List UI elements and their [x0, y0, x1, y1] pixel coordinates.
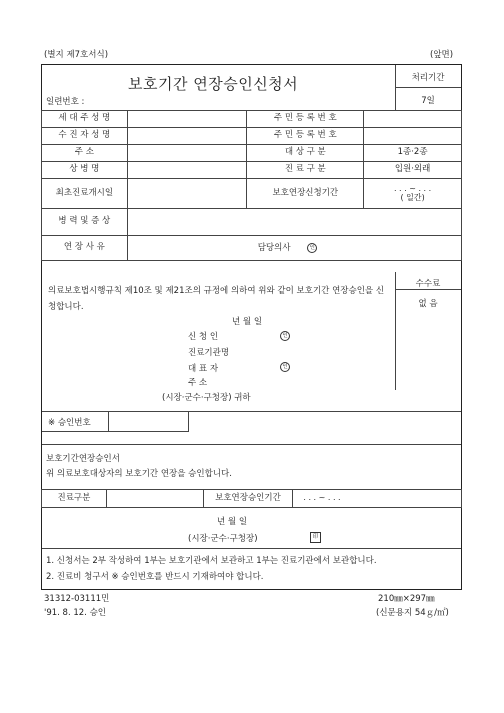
disease-field[interactable]	[127, 162, 247, 179]
certificate-text: 위 의료보호대상자의 보호기간 연장을 승인합니다.	[46, 469, 232, 479]
disease-label: 상 병 명	[42, 162, 128, 179]
symptoms-label: 병 력 및 증 상	[42, 209, 128, 236]
application-text: 의료보호법시행규칙 제10조 및 제21조의 규정에 의하여 위와 같이 보호기간 연장승인을 신청합니다.	[48, 286, 385, 312]
reason-field[interactable]	[127, 236, 461, 261]
approval-date: '91. 8. 12. 승인	[44, 608, 107, 618]
serial-number-label: 일련번호 :	[46, 97, 85, 107]
certificate-care-type-label: 진료구분	[42, 490, 107, 508]
target-type-label: 대 상 구 분	[247, 145, 364, 162]
applicant-seal-icon: 인	[280, 331, 290, 341]
address-label: 주 소	[42, 145, 128, 162]
application-date: 년 월 일	[232, 317, 263, 327]
form-code: 31312-03111민	[44, 594, 110, 604]
extension-period-field[interactable]	[364, 179, 462, 209]
form-number: (별지 제7호서식)	[44, 50, 109, 60]
extension-period-dates: . . . ~ . . .	[393, 183, 432, 193]
target-type-value[interactable]: 1종·2종	[364, 145, 462, 162]
reason-label: 연 장 사 유	[42, 236, 128, 261]
info-table	[41, 110, 462, 261]
approval-number-label: ※ 승인번호	[48, 418, 91, 428]
recipient-id-label: 주 민 등 록 번 호	[247, 128, 364, 145]
extension-period-label: 보호연장신청기간	[247, 179, 364, 209]
form-title: 보호기간 연장승인신청서	[128, 75, 299, 93]
paper-type: (신문용지 54ｇ/㎡)	[376, 608, 449, 618]
certificate-period-label: 보호연장승인기간	[203, 490, 293, 508]
representative-seal-icon: 인	[280, 362, 290, 372]
doctor-seal-icon: 인	[307, 243, 317, 253]
processing-period-label: 처리기간	[411, 73, 445, 83]
representative-label: 대 표 자	[188, 364, 219, 374]
application-form	[41, 64, 462, 590]
householder-id-field[interactable]	[364, 111, 462, 128]
extension-period-days: ( 일간)	[400, 192, 425, 202]
certificate-title: 보호기간연장승인서	[46, 454, 120, 464]
applicant-label: 신 청 인	[188, 332, 219, 342]
note-2: 2. 진료비 청구서 ※ 승인번호를 반드시 기재하여야 합니다.	[46, 572, 264, 582]
doctor-label: 담당의사	[257, 243, 291, 254]
processing-period-value: 7일	[421, 96, 435, 106]
recipient-name-field[interactable]	[127, 128, 247, 145]
certificate-date: 년 월 일	[217, 517, 248, 527]
paper-size: 210㎜×297㎜	[378, 594, 435, 604]
care-type-label: 진 료 구 분	[247, 162, 364, 179]
fee-label: 수수료	[415, 279, 441, 289]
first-care-date-label: 최초진료개시일	[42, 179, 128, 209]
address-field[interactable]	[127, 145, 247, 162]
first-care-date-field[interactable]	[127, 179, 247, 209]
issuer-seal-icon: 印	[310, 532, 321, 543]
certificate-issuer: (시장·군수·구청장)	[188, 534, 258, 544]
certificate-period-field[interactable]: . . . ~ . . .	[293, 490, 462, 508]
institution-label: 진료기관명	[188, 348, 230, 358]
page-side: (앞면)	[430, 50, 454, 60]
householder-id-label: 주 민 등 록 번 호	[247, 111, 364, 128]
care-type-value[interactable]: 입원·외래	[364, 162, 462, 179]
fee-value: 없 음	[418, 299, 438, 309]
note-1: 1. 신청서는 2부 작성하여 1부는 보호기관에서 보관하고 1부는 진료기관에서 보관합니다.	[46, 556, 377, 566]
certificate-table	[41, 489, 462, 508]
certificate-care-type-field[interactable]	[106, 490, 203, 508]
symptoms-field[interactable]	[127, 209, 461, 236]
recipient-name-label: 수 진 자 성 명	[42, 128, 128, 145]
addressee: (시장·군수·구청장) 귀하	[162, 393, 251, 403]
householder-name-label: 세 대 주 성 명	[42, 111, 128, 128]
householder-name-field[interactable]	[127, 111, 247, 128]
application-address-label: 주 소	[188, 378, 208, 388]
recipient-id-field[interactable]	[364, 128, 462, 145]
